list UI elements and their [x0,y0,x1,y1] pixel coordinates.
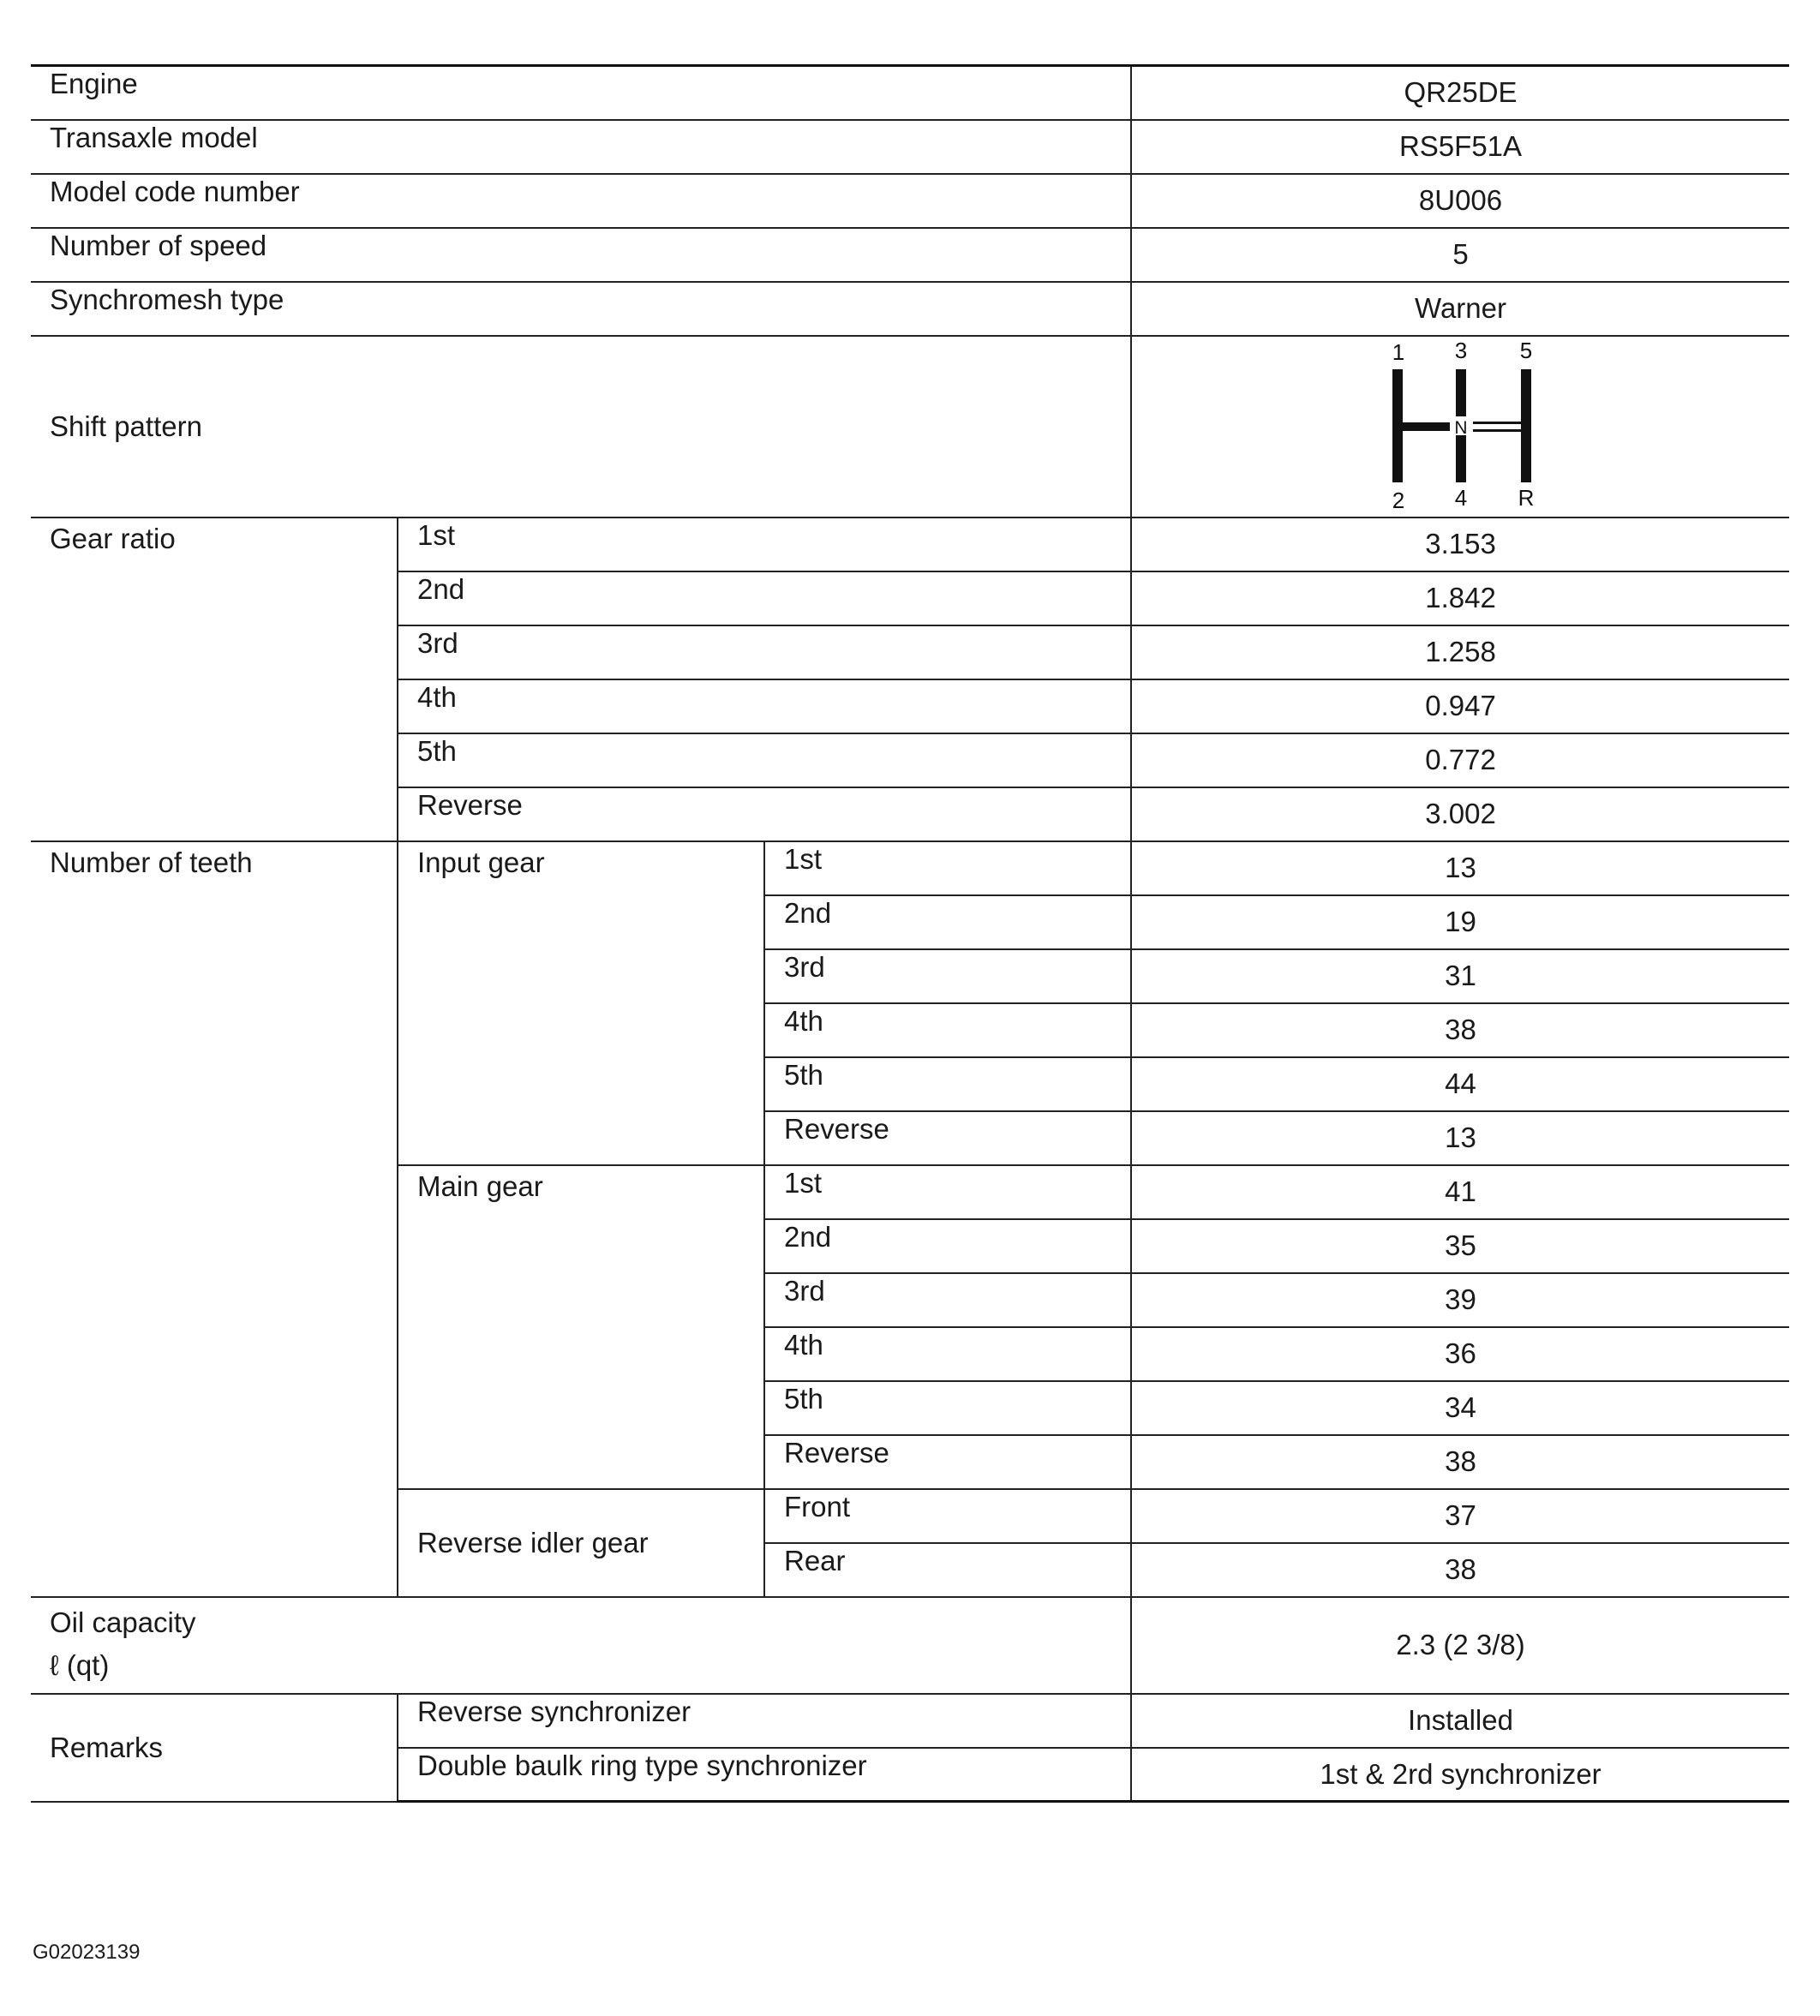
input-gear-label: Input gear [398,841,764,1165]
main-gear-gear: 4th [764,1327,1131,1381]
figure-code: G02023139 [33,1941,141,1964]
table-row [31,174,1789,228]
table-row [31,120,1789,174]
oil-capacity-cell [31,1597,1131,1694]
gear-3-label: 3 [1454,337,1467,363]
reverse-idler-value: 38 [1131,1543,1789,1597]
gear-ratio-label: Gear ratio [31,517,398,841]
gear-r-label: R [1518,484,1534,511]
input-gear-gear: 5th [764,1057,1131,1111]
main-gear-value: 41 [1131,1165,1789,1219]
neutral-label: N [1453,417,1468,438]
main-gear-value: 34 [1131,1381,1789,1435]
gear-ratio-value: 3.153 [1131,517,1789,571]
engine-value: QR25DE [1131,66,1789,120]
neutral-bar-left [1398,422,1451,431]
remarks-label: Remarks [31,1694,398,1802]
synchromesh-label: Synchromesh type [31,282,1131,336]
gear-ratio-gear: 5th [398,733,1131,787]
main-gear-gear: 2nd [764,1219,1131,1273]
teeth-label: Number of teeth [31,841,398,1597]
oil-capacity-value: 2.3 (2 3/8) [1131,1597,1789,1694]
gate-5-r [1521,369,1531,482]
main-gear-value: 39 [1131,1273,1789,1327]
gear-ratio-gear: 2nd [398,571,1131,625]
main-gear-value: 38 [1131,1435,1789,1489]
gear-ratio-value: 0.947 [1131,679,1789,733]
gear-ratio-gear: 4th [398,679,1131,733]
shift-pattern-cell [1131,336,1789,517]
main-gear-gear: Reverse [764,1435,1131,1489]
reverse-idler-value: 37 [1131,1489,1789,1543]
input-gear-value: 13 [1131,1111,1789,1165]
remarks-value: Installed [1131,1694,1789,1748]
gear-2-label: 2 [1392,487,1404,513]
gear-ratio-gear: 3rd [398,625,1131,679]
input-gear-value: 44 [1131,1057,1789,1111]
transaxle-model-label: Transaxle model [31,120,1131,174]
model-code-label: Model code number [31,174,1131,228]
table-row [31,66,1789,120]
input-gear-gear: Reverse [764,1111,1131,1165]
shift-pattern-diagram [1367,337,1555,517]
spec-table [31,64,1789,1803]
table-row [31,517,1789,571]
oil-capacity-label: Oil capacity [50,1606,196,1638]
shift-pattern-label: Shift pattern [31,336,1131,517]
main-gear-label: Main gear [398,1165,764,1489]
table-row [31,1597,1789,1694]
gear-ratio-value: 3.002 [1131,787,1789,841]
table-row [31,282,1789,336]
table-row [31,228,1789,282]
gear-ratio-gear: 1st [398,517,1131,571]
table-row [31,841,1789,895]
remarks-item: Double baulk ring type synchronizer [398,1748,1131,1802]
reverse-idler-gear: Front [764,1489,1131,1543]
neutral-bar-right-top [1473,422,1526,424]
number-of-speed-value: 5 [1131,228,1789,282]
gear-ratio-value: 1.842 [1131,571,1789,625]
input-gear-gear: 4th [764,1003,1131,1057]
input-gear-value: 19 [1131,895,1789,949]
main-gear-gear: 1st [764,1165,1131,1219]
input-gear-gear: 3rd [764,949,1131,1003]
synchromesh-value: Warner [1131,282,1789,336]
transaxle-model-value: RS5F51A [1131,120,1789,174]
table-row [31,1694,1789,1748]
input-gear-value: 38 [1131,1003,1789,1057]
table-row [31,336,1789,517]
input-gear-gear: 2nd [764,895,1131,949]
gear-4-label: 4 [1454,484,1467,511]
model-code-value: 8U006 [1131,174,1789,228]
remarks-value: 1st & 2rd synchronizer [1131,1748,1789,1802]
gear-ratio-value: 1.258 [1131,625,1789,679]
gear-ratio-value: 0.772 [1131,733,1789,787]
reverse-idler-label: Reverse idler gear [398,1489,764,1597]
remarks-item: Reverse synchronizer [398,1694,1131,1748]
input-gear-value: 13 [1131,841,1789,895]
main-gear-value: 36 [1131,1327,1789,1381]
reverse-idler-gear: Rear [764,1543,1131,1597]
gear-5-label: 5 [1519,337,1532,363]
engine-label: Engine [31,66,1131,120]
neutral-bar-right-bottom [1473,429,1526,432]
main-gear-gear: 3rd [764,1273,1131,1327]
input-gear-value: 31 [1131,949,1789,1003]
input-gear-gear: 1st [764,841,1131,895]
oil-capacity-unit: ℓ (qt) [50,1648,110,1681]
main-gear-gear: 5th [764,1381,1131,1435]
number-of-speed-label: Number of speed [31,228,1131,282]
gear-ratio-gear: Reverse [398,787,1131,841]
gear-1-label: 1 [1392,338,1404,365]
main-gear-value: 35 [1131,1219,1789,1273]
